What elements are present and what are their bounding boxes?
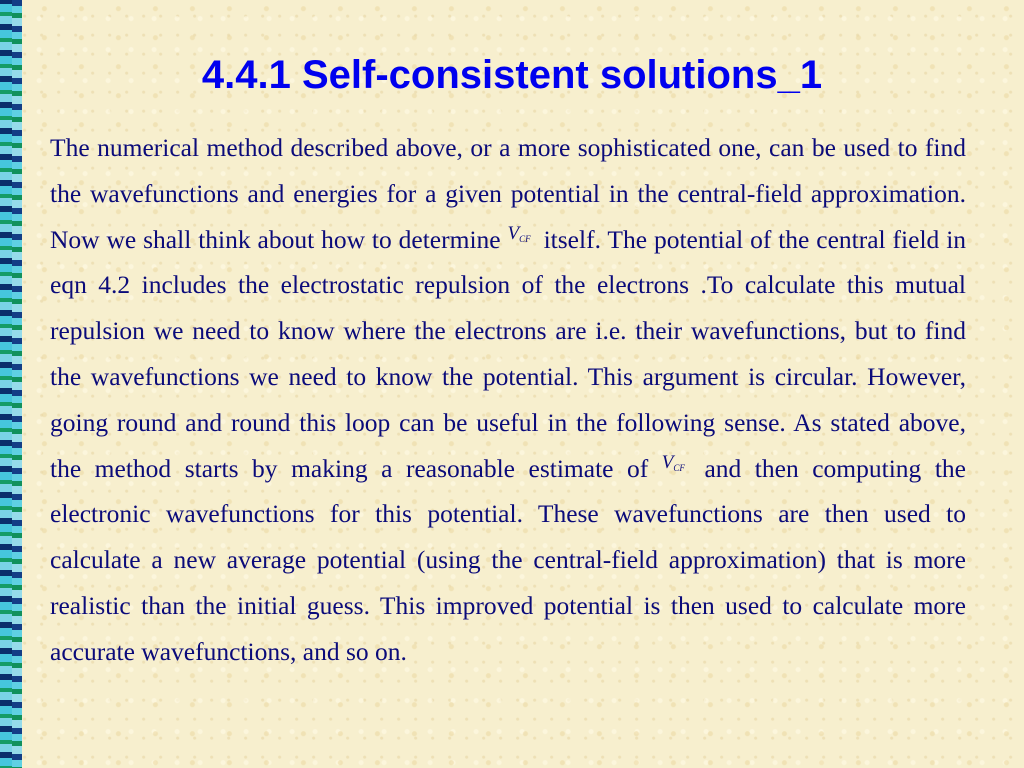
vcf-symbol-2 — [662, 452, 685, 473]
vcf-base-1: V — [507, 222, 520, 244]
vcf-subscript-1: CF — [519, 233, 531, 244]
decorative-left-stripe-edge — [12, 0, 22, 768]
paragraph-part-3: and then computing the electronic wavefunctions for this potential. These wavefunctions are then used to calculate a new average potential (using the central-field approximation) that is more realistic than the initial guess. This improved potential is then used to calculate more accurate wavefunctions, and so on. — [50, 453, 966, 666]
vcf-base-2: V — [661, 451, 674, 473]
paragraph-part-2: itself. The potential of the central field in eqn 4.2 includes the electrostatic repulsion of the electrons .To calculate this mutual repulsion we need to know where the electrons are i.e. their wavefunctions, but to find the wavefunctions we need to know the potential. This argument is circular. However, going round and round this loop can be useful in the following sense. As stated above, the method starts by making a reasonable estimate of — [50, 224, 967, 483]
vcf-subscript-2: CF — [673, 462, 685, 473]
slide-title: 4.4.1 Self-consistent solutions_1 — [201, 53, 823, 97]
slide-body-paragraph — [50, 125, 966, 675]
vcf-symbol-1 — [508, 223, 531, 244]
paragraph-part-1: The numerical method described above, or a more sophisticated one, can be used to find the wavefunctions and energies for a given potential in the central-field approximation. Now we shall think about how to determine — [50, 133, 966, 254]
